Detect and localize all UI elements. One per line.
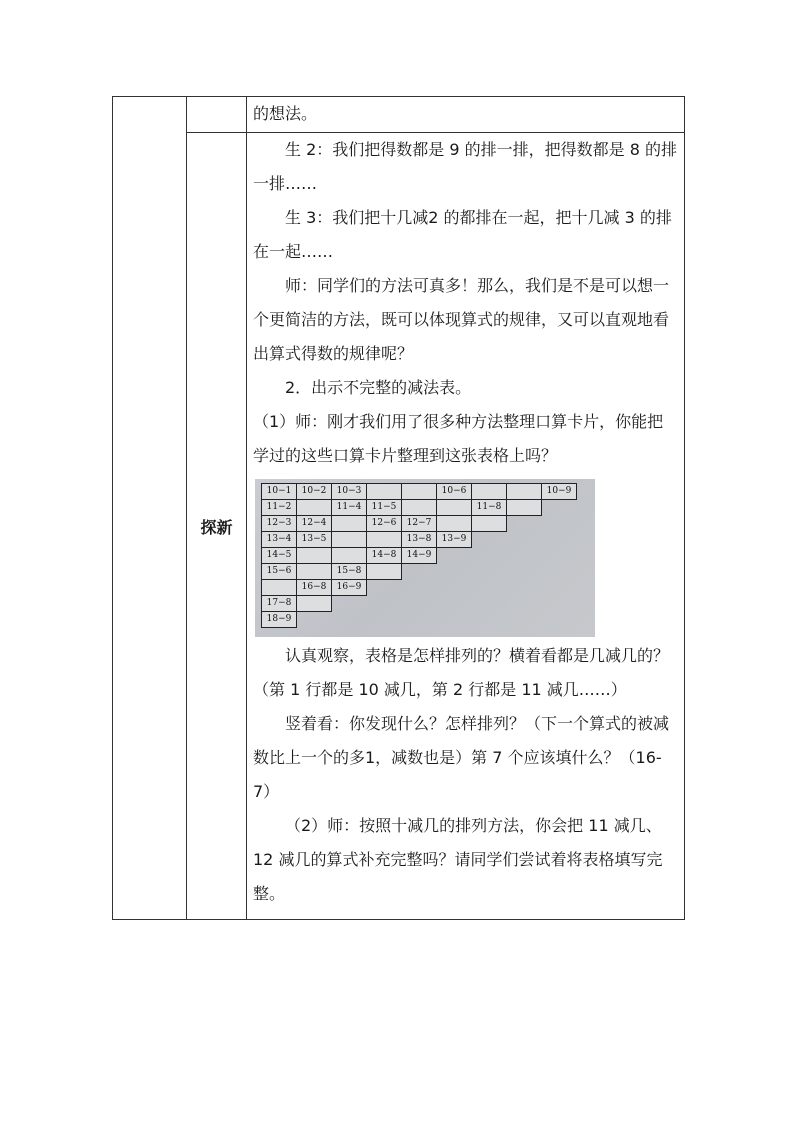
lesson-plan-table bbox=[112, 96, 685, 920]
subtraction-table-row bbox=[262, 532, 577, 548]
subtraction-table-blank bbox=[507, 532, 542, 548]
subtraction-table-cell bbox=[367, 564, 402, 580]
paragraph-observe: 认真观察，表格是怎样排列的？横着看都是几减几的？（第 1 行都是 10 减几，第 2 行都是 11 减几……） bbox=[253, 646, 670, 699]
subtraction-table-cell bbox=[332, 516, 367, 532]
subtraction-table-blank bbox=[402, 580, 437, 596]
subtraction-table-cell bbox=[437, 500, 472, 516]
subtraction-table-cell bbox=[472, 516, 507, 532]
subtraction-table-cell: 18−9 bbox=[262, 612, 297, 628]
continued-text: 的想法。 bbox=[253, 104, 318, 123]
subtraction-table-cell: 17−8 bbox=[262, 596, 297, 612]
subtraction-table-blank bbox=[507, 564, 542, 580]
subtraction-table-cell: 12−4 bbox=[297, 516, 332, 532]
subtraction-table-blank bbox=[402, 596, 437, 612]
subtraction-table-cell: 13−9 bbox=[437, 532, 472, 548]
subtraction-table-blank bbox=[437, 580, 472, 596]
subtraction-table-cell bbox=[437, 516, 472, 532]
subtraction-table-blank bbox=[507, 596, 542, 612]
subtraction-table-cell bbox=[402, 500, 437, 516]
stage-column-cell bbox=[113, 97, 187, 920]
subtraction-table-blank bbox=[297, 612, 332, 628]
subtraction-table-cell: 11−8 bbox=[472, 500, 507, 516]
subtraction-table-cell: 16−8 bbox=[297, 580, 332, 596]
subtraction-table-blank bbox=[542, 596, 577, 612]
subtraction-table-cell: 14−5 bbox=[262, 548, 297, 564]
subtraction-table-cell: 10−3 bbox=[332, 484, 367, 500]
subtraction-table-cell bbox=[367, 484, 402, 500]
subtraction-table-cell: 10−2 bbox=[297, 484, 332, 500]
subtraction-table-cell bbox=[297, 564, 332, 580]
subtraction-table-cell: 14−9 bbox=[402, 548, 437, 564]
subtraction-table-cell: 12−6 bbox=[367, 516, 402, 532]
subtraction-table-row bbox=[262, 612, 577, 628]
subtraction-table-photo bbox=[255, 479, 595, 637]
subtraction-table-cell bbox=[297, 596, 332, 612]
subtraction-table-blank bbox=[542, 500, 577, 516]
subtraction-table-cell: 16−9 bbox=[332, 580, 367, 596]
subtraction-table-cell bbox=[402, 484, 437, 500]
subtraction-table-blank bbox=[472, 580, 507, 596]
subtraction-table-blank bbox=[332, 596, 367, 612]
subtraction-table-blank bbox=[332, 612, 367, 628]
paragraph-step-2: 2．出示不完整的减法表。 bbox=[285, 378, 472, 397]
subtraction-table-blank bbox=[472, 532, 507, 548]
subtraction-table-cell bbox=[297, 500, 332, 516]
subtraction-table-blank bbox=[437, 548, 472, 564]
subtraction-table-cell: 11−2 bbox=[262, 500, 297, 516]
content-cell-main bbox=[247, 133, 685, 920]
subtraction-table-blank bbox=[437, 564, 472, 580]
subtraction-table-row bbox=[262, 564, 577, 580]
subtraction-table-cell bbox=[507, 500, 542, 516]
paragraph-student-2: 生 2：我们把得数都是 9 的排一排，把得数都是 8 的排一排…… bbox=[253, 140, 677, 193]
subtraction-table-blank bbox=[367, 580, 402, 596]
subtraction-table-row bbox=[262, 580, 577, 596]
subtraction-table-cell: 13−5 bbox=[297, 532, 332, 548]
subtraction-table-blank bbox=[542, 532, 577, 548]
subtraction-table-blank bbox=[507, 516, 542, 532]
subtraction-table-blank bbox=[542, 612, 577, 628]
subtraction-table-cell bbox=[332, 532, 367, 548]
subtraction-table-cell bbox=[262, 580, 297, 596]
paragraph-question-2: （2）师：按照十减几的排列方法，你会把 11 减几、12 减几的算式补充完整吗？请同学们尝试着将表格填写完整。 bbox=[253, 816, 663, 903]
paragraph-teacher: 师：同学们的方法可真多！那么，我们是不是可以想一个更简洁的方法，既可以体现算式的规律，又可以直观地看出算式得数的规律呢？ bbox=[253, 276, 670, 363]
subtraction-table-cell: 15−8 bbox=[332, 564, 367, 580]
subtraction-table-blank bbox=[437, 612, 472, 628]
subtraction-table-blank bbox=[542, 564, 577, 580]
subtraction-table-cell: 14−8 bbox=[367, 548, 402, 564]
subtraction-table-cell bbox=[297, 548, 332, 564]
subtraction-table-cell: 10−6 bbox=[437, 484, 472, 500]
subtraction-table-blank bbox=[367, 596, 402, 612]
subtraction-table-row bbox=[262, 548, 577, 564]
subtraction-table-blank bbox=[472, 564, 507, 580]
subtraction-table-row bbox=[262, 596, 577, 612]
subtraction-table-blank bbox=[507, 580, 542, 596]
subtraction-table-cell: 12−7 bbox=[402, 516, 437, 532]
paragraph-student-3: 生 3：我们把十几减2 的都排在一起，把十几减 3 的排在一起…… bbox=[253, 208, 672, 261]
subtraction-table-cell: 10−1 bbox=[262, 484, 297, 500]
subtraction-table-blank bbox=[402, 564, 437, 580]
subtraction-table-cell: 13−8 bbox=[402, 532, 437, 548]
subtraction-table-blank bbox=[472, 612, 507, 628]
subtraction-table-cell bbox=[367, 532, 402, 548]
subtraction-table-cell: 15−6 bbox=[262, 564, 297, 580]
subtraction-table-cell bbox=[507, 484, 542, 500]
subtraction-table-blank bbox=[542, 580, 577, 596]
subtraction-table-blank bbox=[542, 516, 577, 532]
table-row bbox=[113, 133, 685, 920]
subtraction-table-blank bbox=[437, 596, 472, 612]
subtraction-table-cell: 11−4 bbox=[332, 500, 367, 516]
subtraction-table-cell bbox=[332, 548, 367, 564]
subtraction-table-cell: 11−5 bbox=[367, 500, 402, 516]
table-row bbox=[113, 97, 685, 133]
paragraph-question-1: （1）师：刚才我们用了很多种方法整理口算卡片，你能把学过的这些口算卡片整理到这张表格上吗？ bbox=[253, 412, 664, 465]
subtraction-table-row bbox=[262, 500, 577, 516]
section-label: 探新 bbox=[187, 133, 247, 920]
subtraction-table-blank bbox=[542, 548, 577, 564]
content-cell-top bbox=[247, 97, 685, 133]
label-cell-empty bbox=[187, 97, 247, 133]
subtraction-table-cell: 10−9 bbox=[542, 484, 577, 500]
subtraction-table-blank bbox=[472, 596, 507, 612]
subtraction-table-blank bbox=[402, 612, 437, 628]
subtraction-table-row bbox=[262, 484, 577, 500]
subtraction-table-cell: 12−3 bbox=[262, 516, 297, 532]
subtraction-table-blank bbox=[507, 612, 542, 628]
subtraction-table-row bbox=[262, 516, 577, 532]
paragraph-vertical: 竖着看：你发现什么？怎样排列？（下一个算式的被减数比上一个的多1，减数也是）第 7 个应该填什么？（16-7） bbox=[253, 714, 670, 801]
subtraction-table-blank bbox=[472, 548, 507, 564]
subtraction-table-blank bbox=[367, 612, 402, 628]
subtraction-table-blank bbox=[507, 548, 542, 564]
subtraction-table-cell: 13−4 bbox=[262, 532, 297, 548]
subtraction-table bbox=[261, 483, 577, 628]
subtraction-table-cell bbox=[472, 484, 507, 500]
